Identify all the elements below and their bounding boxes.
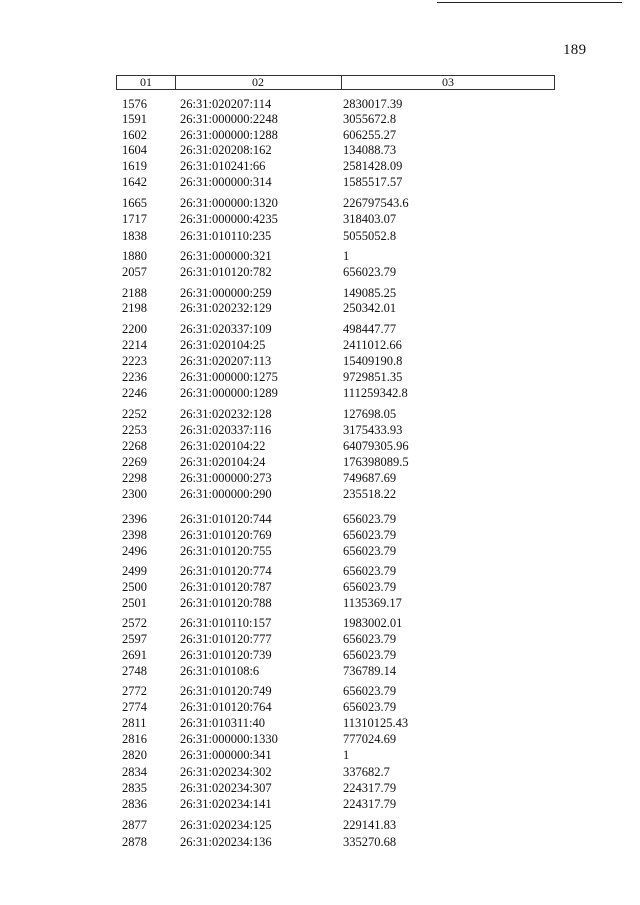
table-cell-02: 26:31:000000:1288 (180, 128, 278, 142)
table-cell-03: 5055052.8 (343, 229, 397, 243)
column-header-03: 03 (442, 75, 454, 89)
table-cell-02: 26:31:020234:136 (180, 835, 272, 849)
table-cell-03: 498447.77 (343, 322, 397, 336)
table-row (0, 715, 640, 731)
table-cell-01: 1604 (122, 143, 147, 157)
table-cell-03: 111259342.8 (343, 386, 408, 400)
table-cell-01: 2878 (122, 835, 147, 849)
table-cell-01: 2772 (122, 684, 147, 698)
top-rule (437, 2, 622, 3)
table-cell-03: 9729851.35 (343, 370, 403, 384)
table-cell-02: 26:31:000000:321 (180, 249, 272, 263)
table-cell-03: 656023.79 (343, 632, 397, 646)
table-cell-02: 26:31:010120:774 (180, 564, 272, 578)
table-cell-01: 1619 (122, 159, 147, 173)
table-cell-03: 318403.07 (343, 212, 397, 226)
table-row (0, 353, 640, 369)
table-cell-02: 26:31:020207:113 (180, 354, 272, 368)
table-row (0, 595, 640, 611)
table-row (0, 780, 640, 796)
table-cell-03: 606255.27 (343, 128, 397, 142)
table-cell-02: 26:31:020208:162 (180, 143, 272, 157)
table-cell-01: 2246 (122, 386, 147, 400)
table-cell-01: 2496 (122, 544, 147, 558)
table-cell-02: 26:31:020104:22 (180, 439, 266, 453)
table-cell-01: 1665 (122, 196, 147, 210)
table-cell-01: 2835 (122, 781, 147, 795)
table-cell-02: 26:31:000000:1275 (180, 370, 278, 384)
table-cell-03: 3055672.8 (343, 112, 397, 126)
table-row (0, 527, 640, 543)
table-cell-02: 26:31:020234:125 (180, 818, 272, 832)
table-cell-02: 26:31:000000:2248 (180, 112, 278, 126)
table-row (0, 454, 640, 470)
table-cell-02: 26:31:010110:235 (180, 229, 272, 243)
table-cell-01: 1642 (122, 175, 147, 189)
table-cell-03: 127698.05 (343, 407, 397, 421)
table-cell-02: 26:31:000000:4235 (180, 212, 278, 226)
table-cell-01: 2396 (122, 512, 147, 526)
column-header-01: 01 (117, 76, 176, 89)
table-cell-01: 2597 (122, 632, 147, 646)
table-row (0, 486, 640, 502)
table-header (116, 75, 555, 90)
table-cell-02: 26:31:000000:1330 (180, 732, 278, 746)
table-row (0, 796, 640, 812)
table-row (0, 647, 640, 663)
table-cell-03: 64079305.96 (343, 439, 409, 453)
table-cell-01: 2236 (122, 370, 147, 384)
table-cell-01: 2214 (122, 338, 147, 352)
table-cell-03: 235518.22 (343, 487, 397, 501)
table-row (0, 438, 640, 454)
table-cell-01: 2836 (122, 797, 147, 811)
table-row (0, 369, 640, 385)
table-row (0, 563, 640, 579)
table-row (0, 174, 640, 190)
table-cell-03: 15409190.8 (343, 354, 403, 368)
table-row (0, 111, 640, 127)
table-cell-01: 2253 (122, 423, 147, 437)
table-cell-01: 2877 (122, 818, 147, 832)
table-cell-01: 2774 (122, 700, 147, 714)
table-cell-01: 2691 (122, 648, 147, 662)
table-cell-02: 26:31:010120:788 (180, 596, 272, 610)
table-cell-03: 176398089.5 (343, 455, 409, 469)
table-row (0, 285, 640, 301)
table-cell-03: 749687.69 (343, 471, 397, 485)
table-row (0, 228, 640, 244)
table-cell-03: 224317.79 (343, 797, 397, 811)
table-cell-02: 26:31:000000:314 (180, 175, 272, 189)
table-cell-03: 656023.79 (343, 700, 397, 714)
table-row (0, 834, 640, 850)
table-cell-02: 26:31:000000:259 (180, 286, 272, 300)
table-cell-03: 656023.79 (343, 265, 397, 279)
table-row (0, 211, 640, 227)
table-row (0, 631, 640, 647)
column-header-02: 02 (175, 76, 342, 89)
table-cell-02: 26:31:010110:157 (180, 616, 272, 630)
table-cell-01: 2200 (122, 322, 147, 336)
table-cell-02: 26:31:020234:307 (180, 781, 272, 795)
table-cell-03: 335270.68 (343, 835, 397, 849)
table-cell-03: 656023.79 (343, 544, 397, 558)
table-cell-02: 26:31:010120:777 (180, 632, 272, 646)
table-cell-01: 2748 (122, 664, 147, 678)
table-row (0, 663, 640, 679)
table-cell-03: 1585517.57 (343, 175, 403, 189)
table-cell-01: 2252 (122, 407, 147, 421)
table-cell-01: 2268 (122, 439, 147, 453)
table-cell-02: 26:31:020232:128 (180, 407, 272, 421)
table-cell-03: 224317.79 (343, 781, 397, 795)
table-row (0, 699, 640, 715)
table-row (0, 385, 640, 401)
page-number: 189 (563, 42, 587, 58)
table-cell-01: 2198 (122, 301, 147, 315)
table-cell-01: 2834 (122, 765, 147, 779)
table-cell-01: 1591 (122, 112, 147, 126)
table-cell-03: 1983002.01 (343, 616, 403, 630)
table-cell-01: 2398 (122, 528, 147, 542)
table-row (0, 543, 640, 559)
table-row (0, 321, 640, 337)
table-cell-02: 26:31:020234:141 (180, 797, 272, 811)
table-cell-03: 2411012.66 (343, 338, 402, 352)
table-cell-02: 26:31:000000:273 (180, 471, 272, 485)
table-cell-03: 149085.25 (343, 286, 397, 300)
table-row (0, 300, 640, 316)
table-cell-01: 2816 (122, 732, 147, 746)
table-cell-02: 26:31:020337:116 (180, 423, 272, 437)
table-cell-03: 656023.79 (343, 580, 397, 594)
table-cell-01: 1717 (122, 212, 147, 226)
table-cell-01: 1602 (122, 128, 147, 142)
table-cell-02: 26:31:000000:1289 (180, 386, 278, 400)
table-cell-03: 134088.73 (343, 143, 397, 157)
table-cell-02: 26:31:010120:744 (180, 512, 272, 526)
table-cell-03: 1 (343, 249, 350, 263)
table-row (0, 406, 640, 422)
table-row (0, 195, 640, 211)
table-cell-02: 26:31:010241:66 (180, 159, 266, 173)
table-cell-03: 656023.79 (343, 648, 397, 662)
table-row (0, 158, 640, 174)
table-cell-03: 11310125.43 (343, 716, 409, 730)
table-cell-01: 2298 (122, 471, 147, 485)
table-cell-01: 1838 (122, 229, 147, 243)
table-cell-02: 26:31:010120:755 (180, 544, 272, 558)
table-cell-03: 337682.7 (343, 765, 390, 779)
table-row (0, 579, 640, 595)
table-cell-03: 1 (343, 748, 350, 762)
table-cell-03: 736789.14 (343, 664, 397, 678)
table-row (0, 127, 640, 143)
table-cell-01: 2269 (122, 455, 147, 469)
table-cell-02: 26:31:000000:1320 (180, 196, 278, 210)
table-cell-01: 2057 (122, 265, 147, 279)
table-cell-02: 26:31:020104:25 (180, 338, 266, 352)
table-cell-02: 26:31:000000:341 (180, 748, 272, 762)
table-cell-01: 2223 (122, 354, 147, 368)
table-cell-03: 777024.69 (343, 732, 397, 746)
table-row (0, 683, 640, 699)
table-row (0, 747, 640, 763)
table-cell-02: 26:31:010120:769 (180, 528, 272, 542)
table-cell-01: 2188 (122, 286, 147, 300)
table-cell-02: 26:31:010120:749 (180, 684, 272, 698)
table-cell-03: 226797543.6 (343, 196, 409, 210)
table-row (0, 337, 640, 353)
table-cell-02: 26:31:010311:40 (180, 716, 265, 730)
table-cell-03: 250342.01 (343, 301, 397, 315)
table-cell-02: 26:31:020207:114 (180, 97, 272, 111)
table-row (0, 248, 640, 264)
table-cell-03: 656023.79 (343, 528, 397, 542)
table-cell-01: 2820 (122, 748, 147, 762)
table-row (0, 731, 640, 747)
table-cell-01: 2572 (122, 616, 147, 630)
table-cell-03: 1135369.17 (343, 596, 402, 610)
table-cell-02: 26:31:020232:129 (180, 301, 272, 315)
table-row (0, 764, 640, 780)
table-cell-03: 656023.79 (343, 564, 397, 578)
table-cell-03: 3175433.93 (343, 423, 403, 437)
table-cell-02: 26:31:020104:24 (180, 455, 266, 469)
table-cell-01: 2499 (122, 564, 147, 578)
table-cell-01: 2501 (122, 596, 147, 610)
table-cell-03: 656023.79 (343, 512, 397, 526)
table-cell-02: 26:31:010108:6 (180, 664, 260, 678)
table-cell-02: 26:31:010120:782 (180, 265, 272, 279)
table-row (0, 422, 640, 438)
table-cell-03: 2581428.09 (343, 159, 403, 173)
table-cell-01: 1576 (122, 97, 147, 111)
table-cell-01: 2811 (122, 716, 147, 730)
table-row (0, 817, 640, 833)
table-cell-02: 26:31:010120:787 (180, 580, 272, 594)
table-row (0, 96, 640, 112)
table-row (0, 470, 640, 486)
table-cell-01: 2300 (122, 487, 147, 501)
table-cell-02: 26:31:010120:764 (180, 700, 272, 714)
table-cell-03: 2830017.39 (343, 97, 403, 111)
table-cell-03: 656023.79 (343, 684, 397, 698)
table-row (0, 511, 640, 527)
table-cell-01: 2500 (122, 580, 147, 594)
table-cell-02: 26:31:020337:109 (180, 322, 272, 336)
table-row (0, 615, 640, 631)
table-cell-02: 26:31:020234:302 (180, 765, 272, 779)
table-row (0, 264, 640, 280)
table-cell-01: 1880 (122, 249, 147, 263)
table-cell-02: 26:31:010120:739 (180, 648, 272, 662)
table-cell-03: 229141.83 (343, 818, 397, 832)
table-row (0, 142, 640, 158)
table-cell-02: 26:31:000000:290 (180, 487, 272, 501)
